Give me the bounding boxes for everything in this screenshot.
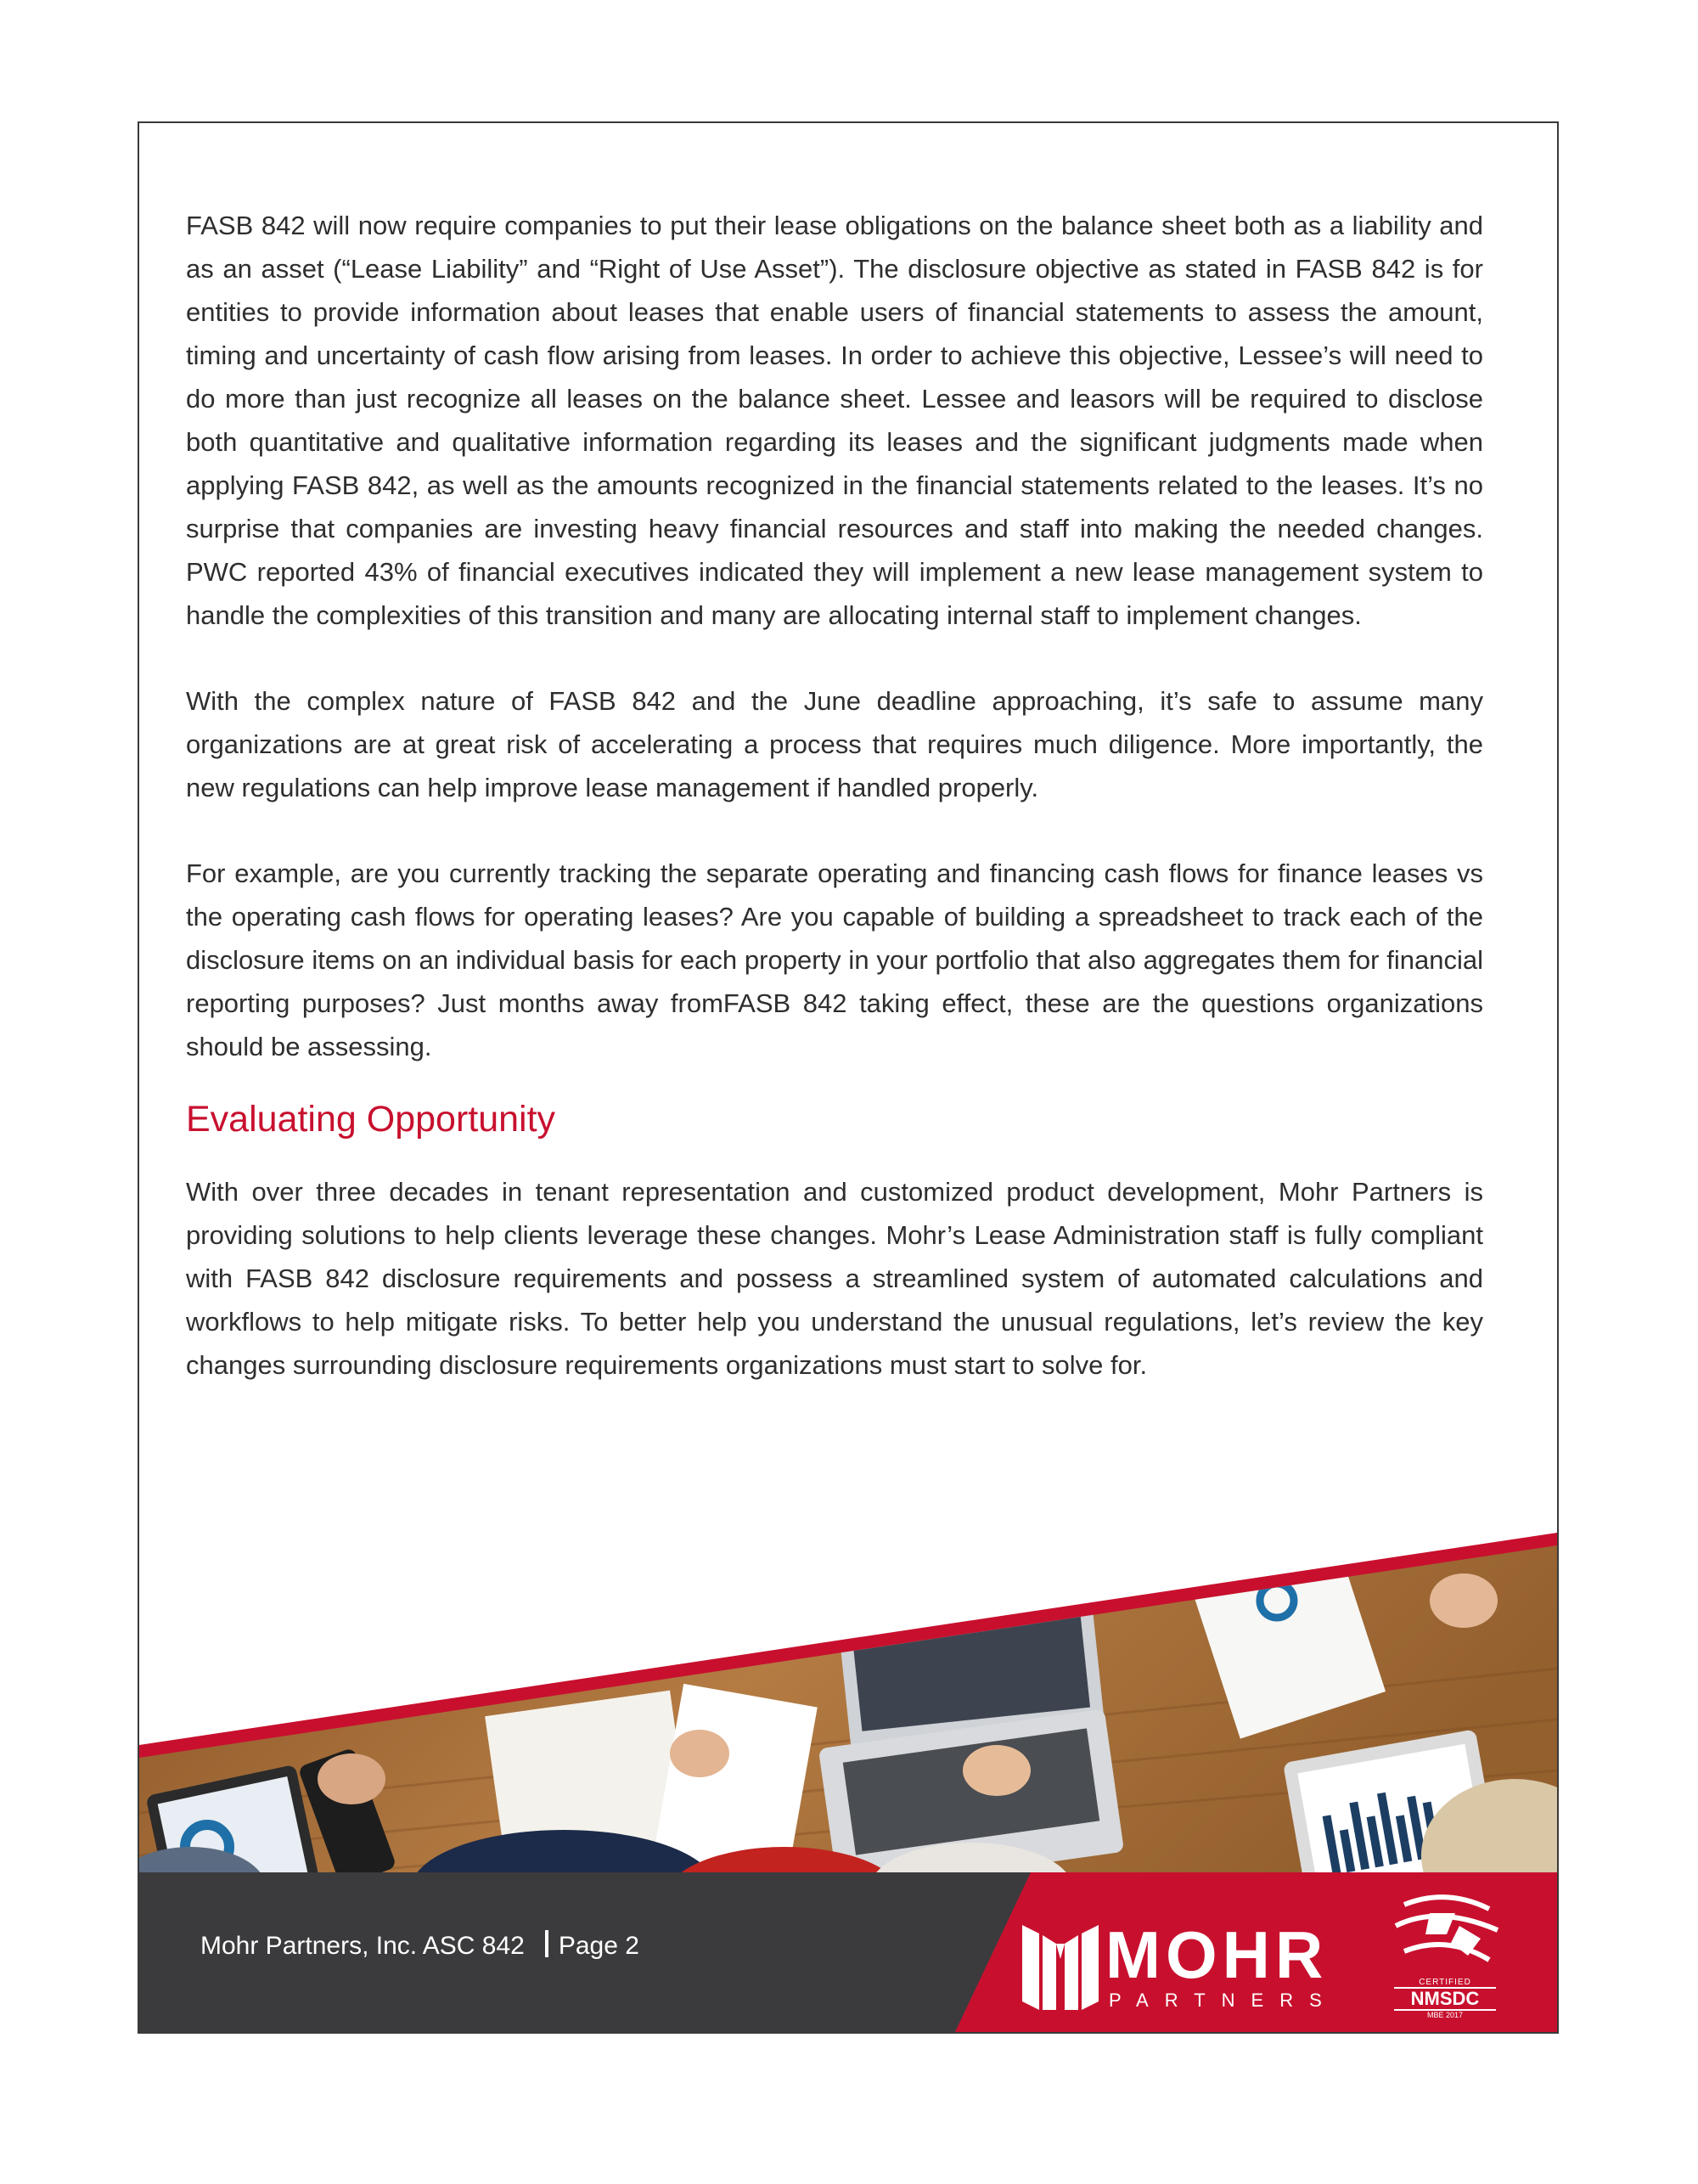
nmsdc-cert-label [1394, 1978, 1496, 2019]
footer-separator [545, 1930, 548, 1957]
footer-caption [200, 1930, 639, 1961]
page-frame [138, 121, 1559, 2034]
meeting-illustration [139, 1414, 1557, 1906]
office-meeting-photo [139, 1414, 1557, 1906]
cert-main-text: NMSDC [1394, 1987, 1496, 2011]
section-paragraph: With over three decades in tenant representation and customized product development, Mohr Partners is providing solutions to help clients leverage these changes. Mohr’s Lease Administration staff is fully compliant with FASB 842 disclosure requirements and possess a streamlined system of automated calculations and workflows to help mitigate risks. To better help you understand the unusual regulations, let’s review the key changes surrounding disclosure requirements organizations must start to solve for. [186, 1177, 1483, 1380]
cert-bottom-text: MBE 2017 [1426, 2011, 1464, 2019]
section-heading: Evaluating Opportunity [186, 1099, 556, 1140]
logo-wordmark: MOHR [1105, 1917, 1329, 1992]
mohr-logo-icon [1022, 1925, 1099, 2010]
paragraph-1: FASB 842 will now require companies to put their lease obligations on the balance sheet both as a liability and as an asset (“Lease Liability” and “Right of Use Asset”). The disclosure objective as stated in FASB 842 is for entities to provide information about leases that enable users of financial statements to assess the amount, timing and uncertainty of cash flow arising from leases. In order to achieve this objective, Lessee’s will need to do more than just recognize all leases on the balance sheet. Lessee and leasors will be required to disclose both quantitative and qualitative information regarding its leases and the significant judgments made when applying FASB 842, as well as the amounts recognized in the financial statements related to the leases. It’s no surprise that companies are investing heavy financial resources and staff into making the needed changes. PWC reported 43% of financial executives indicated they will implement a new lease management system to handle the complexities of this transition and many are allocating internal staff to implement changes. [186, 211, 1483, 630]
page-footer [139, 1872, 1557, 2034]
paragraph-3: For example, are you currently tracking the separate operating and financing cash flows for finance leases vs the operating cash flows for operating leases? Are you capable of building a spreadsheet to track each of the disclosure items on an individual basis for each property in your portfolio that also aggregates them for financial reporting purposes? Just months away fromFASB 842 taking effect, these are the questions organizations should be assessing. [186, 858, 1483, 1061]
article-body [186, 204, 1483, 1429]
footer-doc-label: Mohr Partners, Inc. ASC 842 [200, 1932, 525, 1960]
cert-top-text: CERTIFIED [1419, 1978, 1471, 1987]
footer-page-label: Page 2 [558, 1932, 639, 1960]
paragraph-2: With the complex nature of FASB 842 and the June deadline approaching, it’s safe to assume many organizations are at great risk of accelerating a process that requires much diligence. More importantly, the new regulations can help improve lease management if handled properly. [186, 686, 1483, 802]
logo-subtitle: PARTNERS [1109, 1990, 1338, 2011]
